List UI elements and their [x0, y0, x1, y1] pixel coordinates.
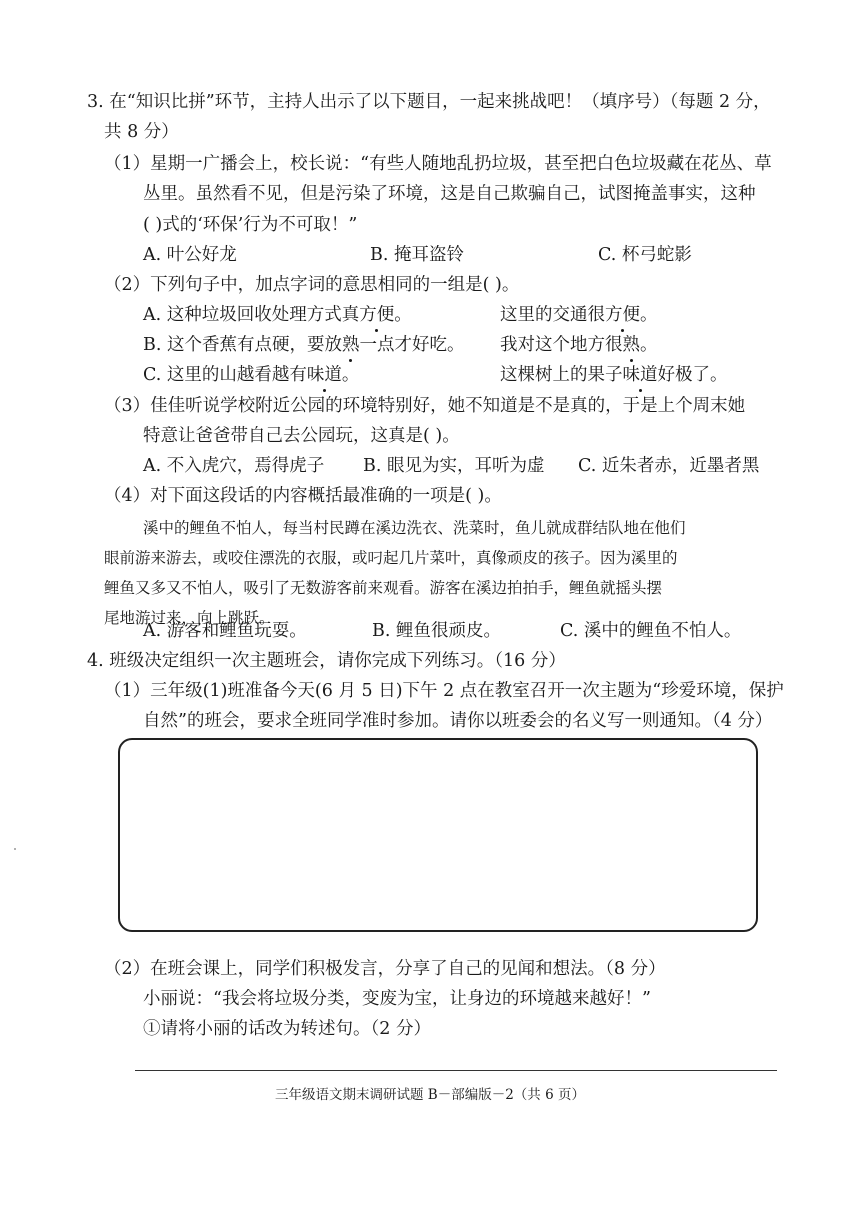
q3-2-stem: （2）下列句子中，加点字词的意思相同的一组是( )。	[104, 275, 520, 295]
q3-1-option-b: B. 掩耳盗铃	[370, 245, 464, 265]
q3-3-option-b: B. 眼见为实，耳听为虚	[363, 456, 545, 476]
q3-4-stem: （4）对下面这段话的内容概括最准确的一项是( )。	[104, 486, 502, 506]
q3-2-c-left-post: 。	[341, 365, 360, 385]
q4-1-line-1: （1）三年级(1)班准备今天(6 月 5 日)下午 2 点在教室召开一次主题为“珍爱环境，保护	[104, 681, 784, 701]
page-footer: 三年级语文期末调研试题 B－部编版－2（共 6 页）	[275, 1087, 585, 1103]
q3-1-line-3: ( )式的‘环保’行为不可取！”	[143, 215, 358, 235]
q3-2-c-right-post: 好极了。	[657, 365, 728, 385]
q3-2-c-right-pre: 这棵树上的果子	[500, 365, 623, 385]
q3-2-option-a-right	[500, 302, 658, 328]
q3-2-b-left-dotted: 熟	[342, 332, 360, 358]
q3-3-line-2: 特意让爸爸带自己去公园玩，这真是( )。	[143, 426, 460, 446]
q3-4-passage-line-3: 鲤鱼又多又不怕人，吸引了无数游客前来观看。游客在溪边拍拍手，鲤鱼就摇头摆	[104, 579, 663, 597]
q3-stem-line-1: 3. 在“知识比拼”环节，主持人出示了以下题目，一起来挑战吧！（填序号）（每题 2 分，	[87, 92, 771, 112]
q3-2-a-right-pre: 这里的交通很	[500, 305, 605, 325]
q4-2-stem: （2）在班会课上，同学们积极发言，分享了自己的见闻和想法。（8 分）	[104, 959, 666, 979]
scan-speck	[14, 848, 16, 850]
q3-2-b-right-dotted: 熟	[623, 332, 641, 358]
q3-2-b-left-post: 一点才好吃。	[359, 335, 465, 355]
q3-1-option-a: A. 叶公好龙	[143, 245, 237, 265]
q3-3-option-a: A. 不入虎穴，焉得虎子	[143, 456, 325, 476]
q3-1-line-1: （1）星期一广播会上，校长说：“有些人随地乱扔垃圾，甚至把白色垃圾藏在花丛、草	[104, 154, 772, 174]
footer-divider	[135, 1070, 777, 1071]
q3-1-option-c: C. 杯弓蛇影	[598, 245, 692, 265]
q4-1-line-2: 自然”的班会，要求全班同学准时参加。请你以班委会的名义写一则通知。（4 分）	[143, 711, 773, 731]
q3-2-c-left-pre: C. 这里的山越看越有	[143, 365, 307, 385]
q3-2-c-left-dotted: 味道	[307, 362, 342, 388]
q3-2-a-left-dotted: 方便	[359, 302, 394, 328]
q3-2-option-b-left	[143, 332, 465, 358]
q3-2-a-left-post: 。	[394, 305, 412, 325]
q3-4-option-b: B. 鲤鱼很顽皮。	[372, 621, 501, 641]
q3-2-option-a-left	[143, 302, 412, 328]
q4-2-quote: 小丽说：“我会将垃圾分类，变废为宝，让身边的环境越来越好！”	[143, 989, 651, 1009]
q3-2-option-c-left	[143, 362, 359, 388]
q3-2-option-b-right	[500, 332, 658, 358]
q3-4-passage-line-2: 眼前游来游去，或咬住漂洗的衣服，或叼起几片菜叶，真像顽皮的孩子。因为溪里的	[104, 549, 678, 567]
q3-4-passage-line-1: 溪中的鲤鱼不怕人，每当村民蹲在溪边洗衣、洗菜时，鱼儿就成群结队地在他们	[143, 519, 686, 537]
q3-stem-line-2: 共 8 分）	[104, 122, 179, 142]
q3-4-option-a: A. 游客和鲤鱼玩耍。	[143, 621, 307, 641]
notice-answer-box[interactable]	[118, 738, 758, 932]
q3-2-a-right-dotted: 方便	[605, 302, 640, 328]
q3-2-option-c-right	[500, 362, 728, 388]
q4-2-sub-question-1: ①请将小丽的话改为转述句。（2 分）	[143, 1019, 431, 1039]
q3-4-passage-line-4: 尾地游过来，向上跳跃。	[104, 609, 275, 627]
q3-1-line-2: 丛里。虽然看不见，但是污染了环境，这是自己欺骗自己，试图掩盖事实，这种	[143, 184, 756, 204]
q3-3-option-c: C. 近朱者赤，近墨者黑	[578, 456, 760, 476]
q3-2-a-right-post: 。	[640, 305, 658, 325]
q3-2-b-right-pre: 我对这个地方很	[500, 335, 623, 355]
q3-3-line-1: （3）佳佳听说学校附近公园的环境特别好，她不知道是不是真的，于是上个周末她	[104, 396, 746, 416]
q3-2-a-left-pre: A. 这种垃圾回收处理方式真	[143, 305, 360, 325]
q3-2-b-left-pre: B. 这个香蕉有点硬，要放	[143, 335, 342, 355]
q3-2-b-right-post: 。	[640, 335, 658, 355]
q3-2-c-right-dotted: 味道	[623, 362, 658, 388]
q3-4-option-c: C. 溪中的鲤鱼不怕人。	[560, 621, 742, 641]
q4-stem: 4. 班级决定组织一次主题班会，请你完成下列练习。（16 分）	[87, 651, 566, 671]
